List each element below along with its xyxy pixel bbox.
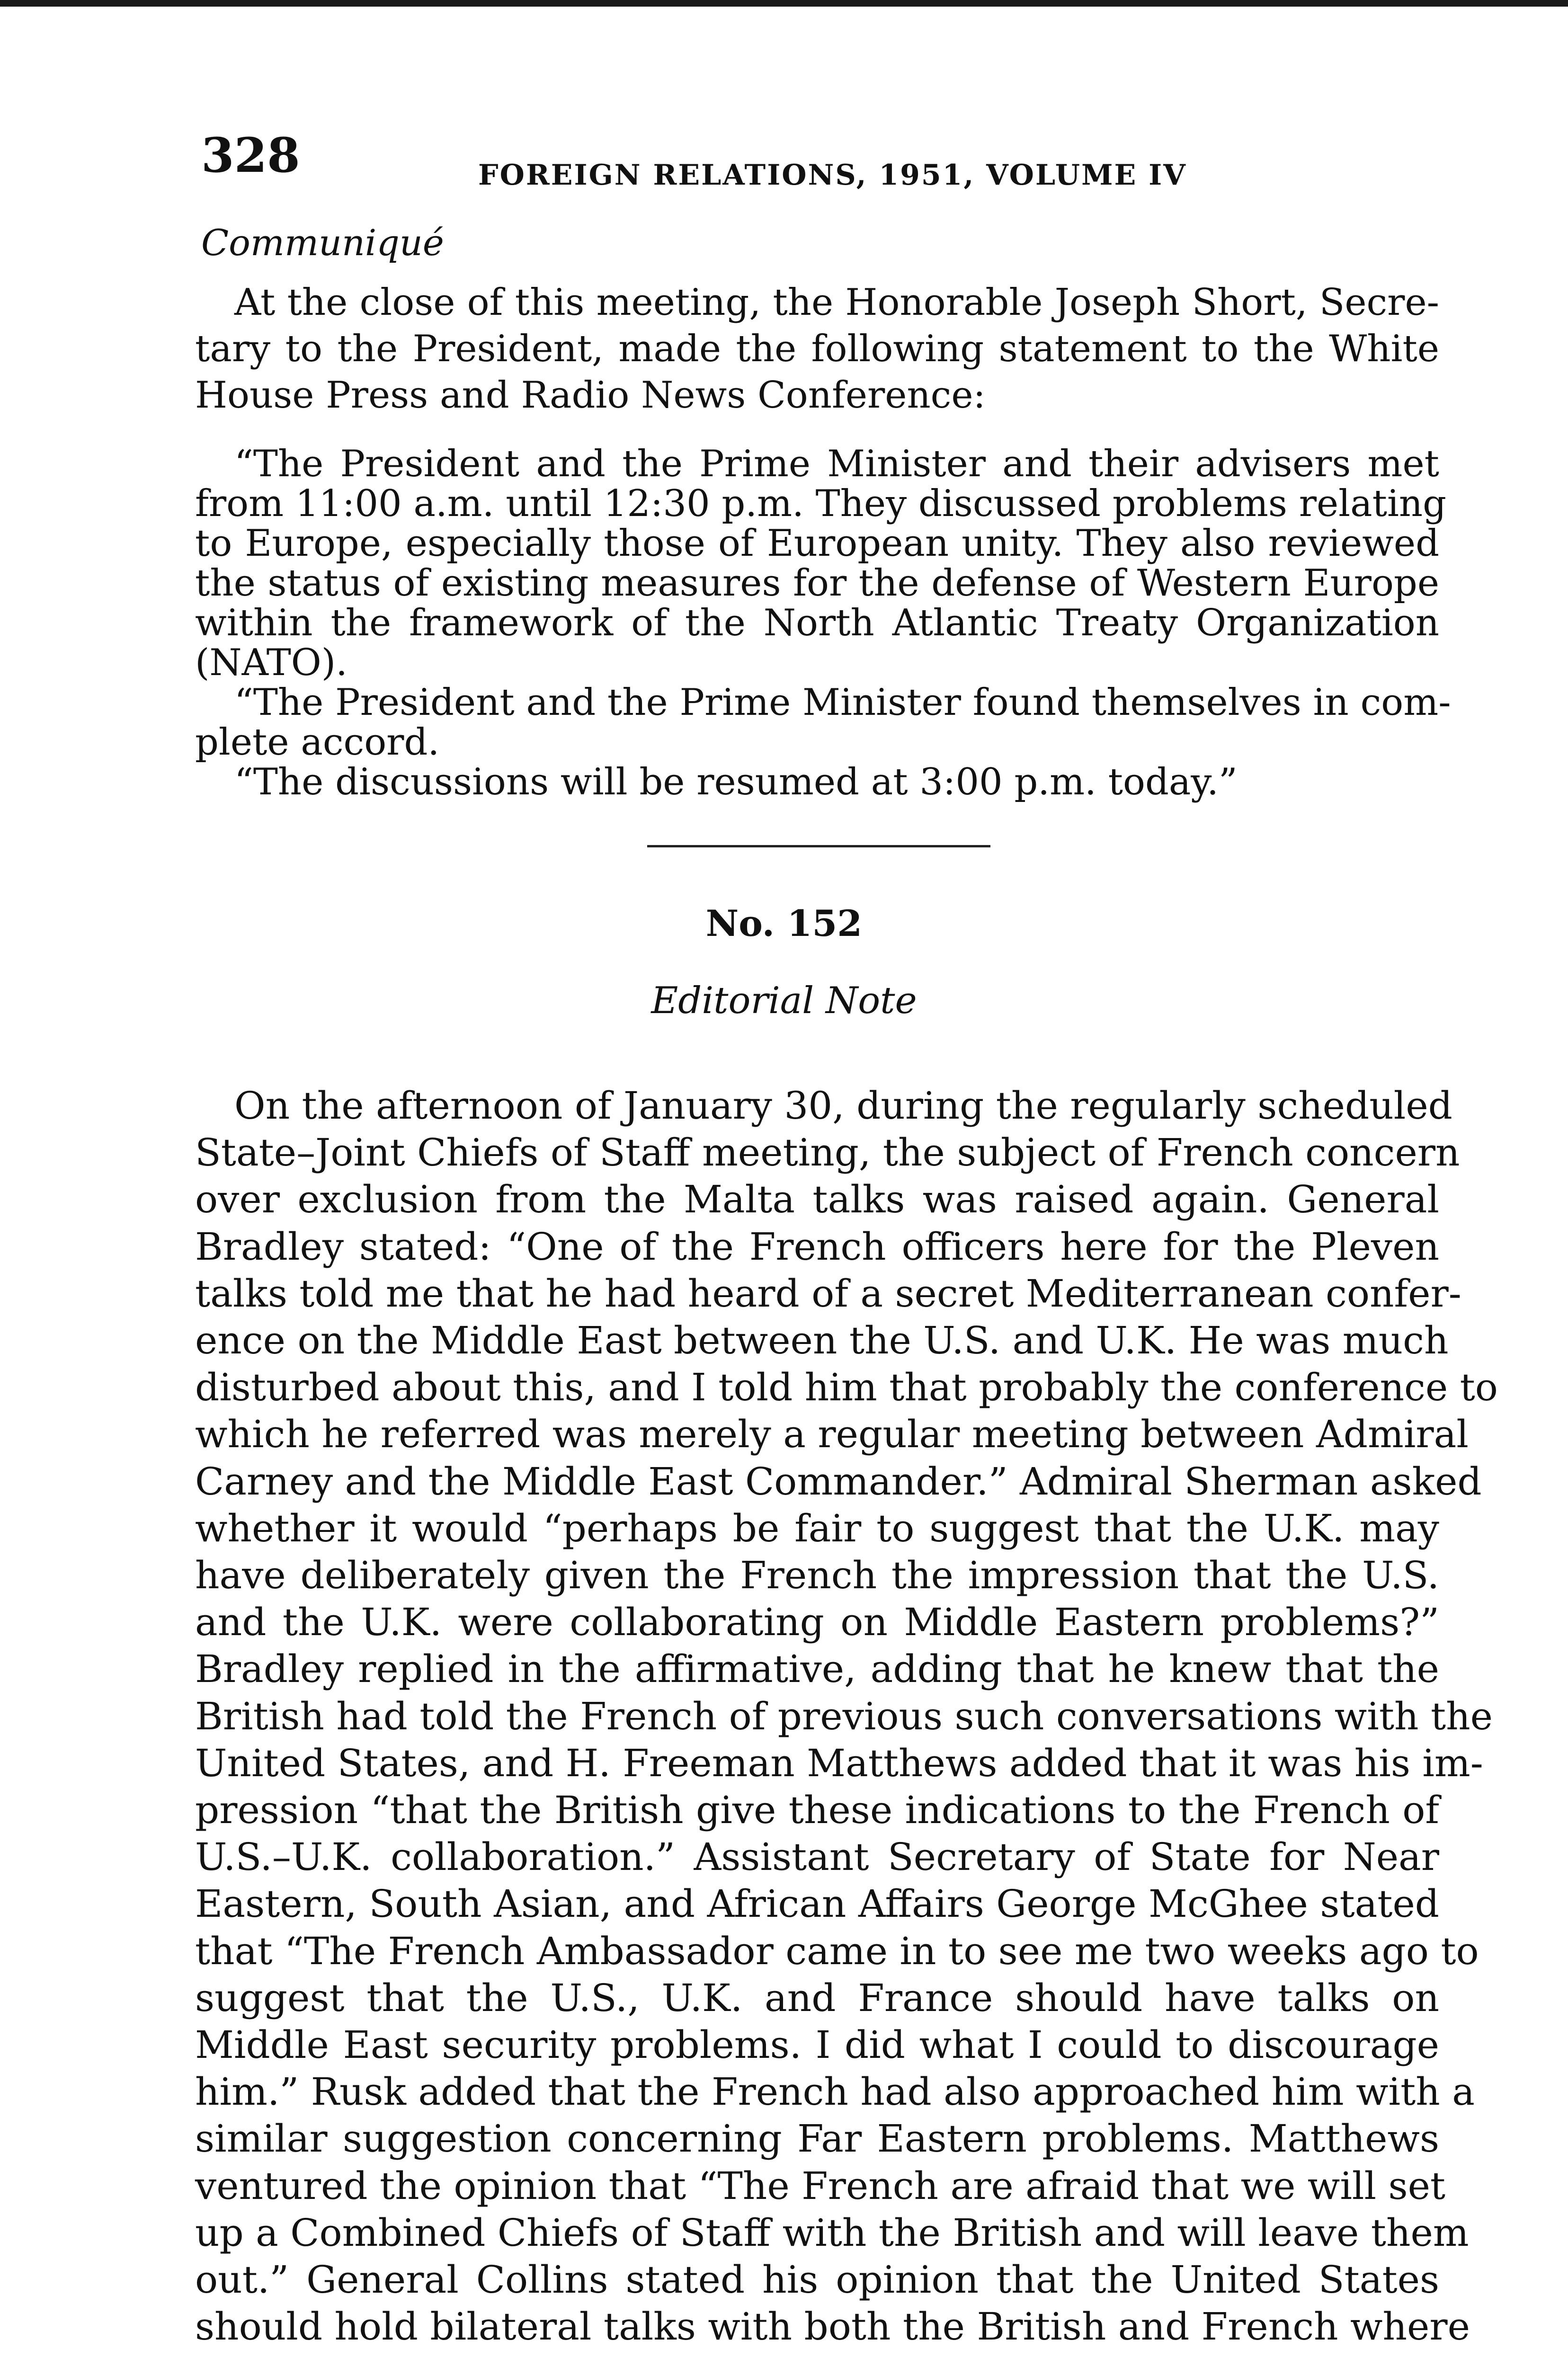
text-line: tary to the President, made the following statement to the White [195,328,1439,370]
text-line: similar suggestion concerning Far Eastern problems. Matthews [195,2117,1439,2161]
text-line: ence on the Middle East between the U.S. and U.K. He was much [195,1318,1449,1363]
text-line: talks told me that he had heard of a secret Mediterranean confer- [195,1271,1461,1316]
text-line: Carney and the Middle East Commander.” Admiral Sherman asked [195,1459,1482,1504]
text-line: should hold bilateral talks with both the British and French where [195,2305,1470,2349]
communique-statement [195,443,1451,803]
text-line: to Europe, especially those of European unity. They also reviewed [195,522,1439,565]
text-line: United States, and H. Freeman Matthews added that it was his im- [195,1741,1483,1785]
text-line: plete accord. [195,721,440,764]
text-line: State–Joint Chiefs of Staff meeting, the subject of French concern [195,1130,1460,1175]
editorial-note-body [195,1082,1498,2350]
text-line: from 11:00 a.m. until 12:30 p.m. They discussed problems relating [195,482,1447,525]
text-line: whether it would “perhaps be fair to suggest that the U.K. may [195,1506,1439,1550]
text-line: ventured the opinion that “The French are afraid that we will set [195,2163,1446,2208]
text-line: “The President and the Prime Minister found themselves in com- [234,681,1451,724]
text-line: pression “that the British give these indications to the French of [195,1788,1439,1833]
text-line: have deliberately given the French the impression that the U.S. [195,1553,1439,1598]
communique-intro [195,279,1439,418]
text-line: British had told the French of previous such conversations with the [195,1694,1493,1738]
top-edge-rule [0,0,1568,7]
text-line: On the afternoon of January 30, during the regularly scheduled [234,1084,1452,1128]
text-line: him.” Rusk added that the French had also approached him with a [195,2070,1475,2114]
text-line: At the close of this meeting, the Honorable Joseph Short, Secre- [234,281,1439,324]
text-line: that “The French Ambassador came in to see me two weeks ago to [195,1929,1479,1973]
document-title: Editorial Note [651,979,917,1022]
text-line: out.” General Collins stated his opinion that the United States [195,2258,1439,2302]
text-line: the status of existing measures for the defense of Western Europe [195,562,1439,605]
text-line: Bradley replied in the affirmative, adding that he knew that the [195,1647,1439,1691]
section-divider [647,845,990,847]
text-line: Bradley stated: “One of the French officers here for the Pleven [195,1224,1439,1269]
text-line: Eastern, South Asian, and African Affairs George McGhee stated [195,1882,1439,1926]
text-line: up a Combined Chiefs of Staff with the British and will leave them [195,2210,1469,2255]
text-line: Middle East security problems. I did what I could to discourage [195,2023,1439,2067]
text-line: within the framework of the North Atlantic Treaty Organization [195,602,1439,644]
text-line: House Press and Radio News Conference: [195,374,986,417]
text-line: U.S.–U.K. collaboration.” Assistant Secretary of State for Near [195,1835,1439,1879]
text-line: which he referred was merely a regular meeting between Admiral [195,1412,1469,1457]
text-line: disturbed about this, and I told him that probably the conference to [195,1365,1498,1410]
running-head: FOREIGN RELATIONS, 1951, VOLUME IV [478,159,1187,192]
text-line: “The discussions will be resumed at 3:00 p.m. today.” [234,761,1238,803]
communique-label: Communiqué [201,222,444,264]
text-line: suggest that the U.S., U.K. and France should have talks on [195,1975,1439,2020]
text-line: and the U.K. were collaborating on Middle Eastern problems?” [195,1600,1439,1645]
text-line: over exclusion from the Malta talks was raised again. General [195,1177,1439,1222]
document-number: No. 152 [705,902,863,944]
text-line: (NATO). [195,641,347,684]
page-number: 328 [201,127,300,183]
text-line: “The President and the Prime Minister and their advisers met [234,443,1439,485]
